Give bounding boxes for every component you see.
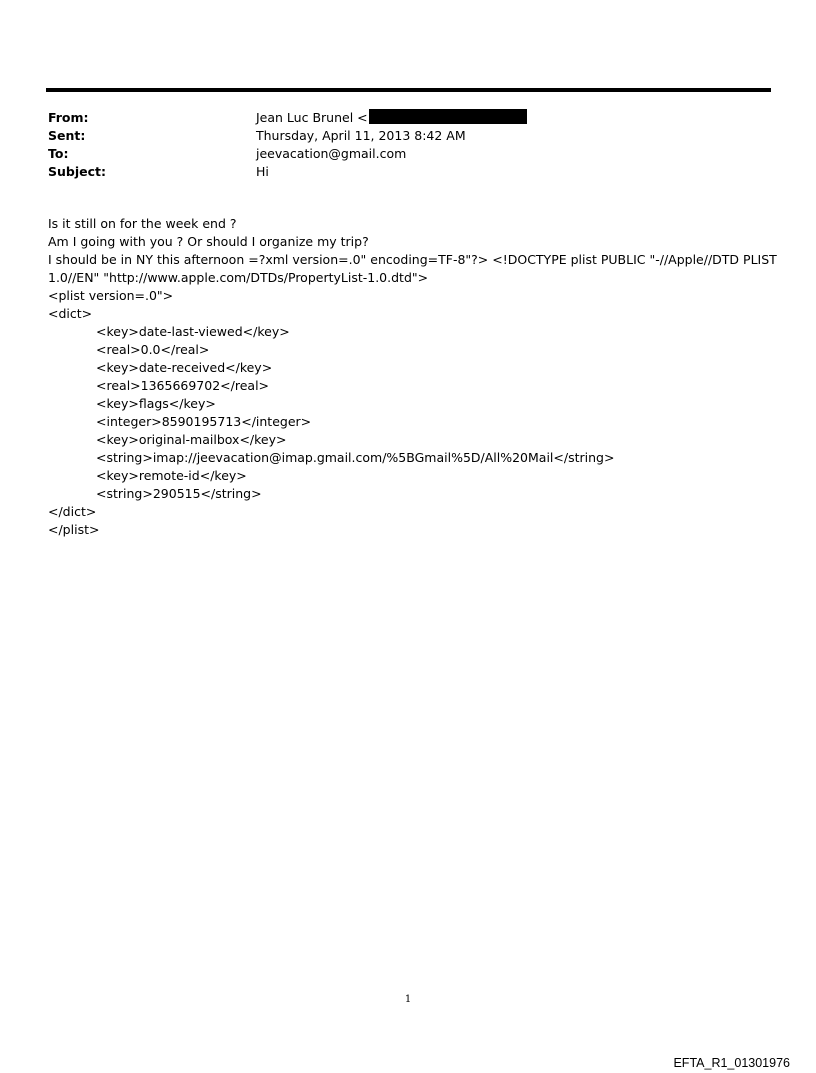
body-line: <plist version=.0"> (48, 288, 174, 303)
dict-line: <key>remote-id</key> (96, 468, 247, 483)
body-line: <dict> (48, 306, 93, 321)
dict-line: <key>flags</key> (96, 396, 216, 411)
bates-number: EFTA_R1_01301976 (673, 1056, 790, 1070)
dict-line: <key>date-received</key> (96, 360, 273, 375)
closing-line: </dict> (48, 504, 97, 519)
sent-label: Sent: (48, 128, 86, 143)
dict-line: <key>original-mailbox</key> (96, 432, 287, 447)
to-value: jeevacation@gmail.com (256, 146, 407, 161)
from-sender: Jean Luc Brunel < (256, 110, 368, 125)
redaction-box (369, 109, 527, 124)
subject-value: Hi (256, 164, 269, 179)
subject-label: Subject: (48, 164, 106, 179)
dict-line: <real>1365669702</real> (96, 378, 270, 393)
body-line: 1.0//EN" "http://www.apple.com/DTDs/PropertyList-1.0.dtd"> (48, 270, 429, 285)
dict-line: <integer>8590195713</integer> (96, 414, 312, 429)
header-divider (46, 88, 771, 92)
sent-row (48, 127, 768, 145)
dict-line: <key>date-last-viewed</key> (96, 324, 290, 339)
dict-line: <real>0.0</real> (96, 342, 210, 357)
from-row (48, 109, 768, 127)
body-line: I should be in NY this afternoon =?xml version=.0" encoding=TF-8"?> <!DOCTYPE plist PUBLIC "-//Apple//DTD PLIST (48, 252, 777, 267)
from-label: From: (48, 110, 89, 125)
to-row (48, 145, 768, 163)
from-value (256, 109, 768, 127)
email-header (48, 109, 768, 181)
subject-row (48, 163, 768, 181)
email-body (48, 215, 777, 539)
dict-line: <string>290515</string> (96, 486, 262, 501)
body-line: Is it still on for the week end ? (48, 216, 237, 231)
closing-line: </plist> (48, 522, 100, 537)
dict-line: <string>imap://jeevacation@imap.gmail.com/%5BGmail%5D/All%20Mail</string> (96, 450, 615, 465)
page-number: 1 (404, 994, 412, 1005)
body-line: Am I going with you ? Or should I organize my trip? (48, 234, 369, 249)
sent-value: Thursday, April 11, 2013 8:42 AM (256, 128, 466, 143)
to-label: To: (48, 146, 69, 161)
